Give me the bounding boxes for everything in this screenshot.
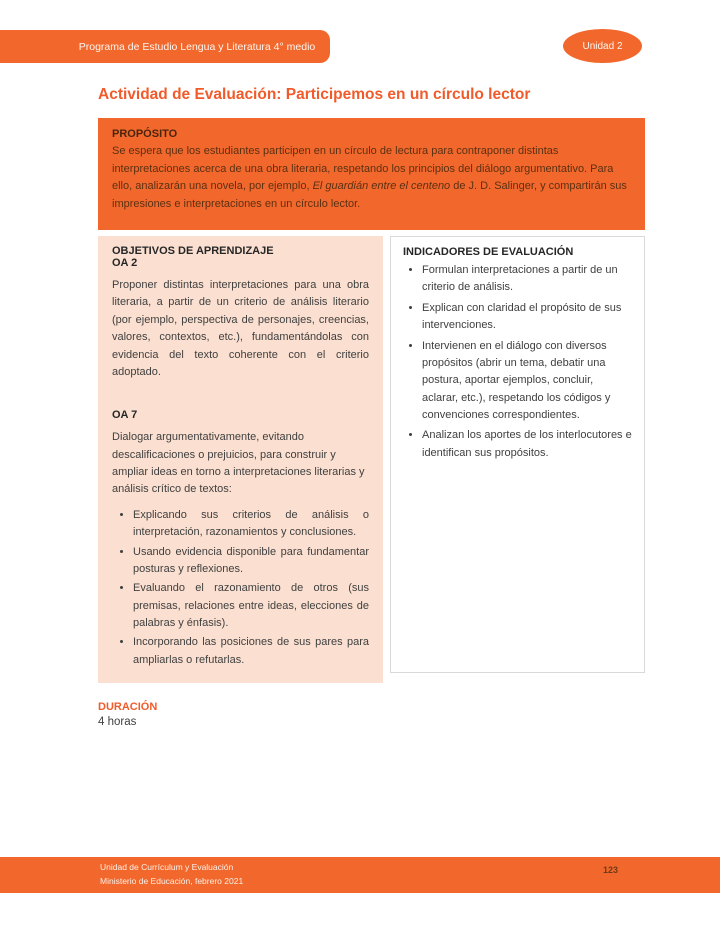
objectives-indicators-columns <box>98 236 645 683</box>
list-item: • Usando evidencia disponible para fundamentar posturas y reflexiones. <box>133 544 369 579</box>
list-item: • Analizan los aportes de los interlocutores e identifican sus propósitos. <box>422 427 632 462</box>
footer-line1: Unidad de Currículum y Evaluación <box>100 862 234 873</box>
list-item: • Incorporando las posiciones de sus pares para ampliarlas o refutarlas. <box>133 634 369 669</box>
indicadores-column <box>390 236 645 673</box>
list-item: • Formulan interpretaciones a partir de un criterio de análisis. <box>422 262 632 297</box>
duracion-heading: DURACIÓN <box>98 701 158 713</box>
proposito-heading: PROPÓSITO <box>112 128 178 140</box>
objetivos-heading: OBJETIVOS DE APRENDIZAJE <box>112 245 274 257</box>
oa2-label: OA 2 <box>112 257 138 269</box>
oa7-text: Dialogar argumentativamente, evitando descalificaciones o prejuicios, para construir y ampliar ideas en torno a interpretaciones literarias y análisis crítico de textos: <box>112 431 365 496</box>
header-program-band <box>0 30 330 63</box>
footer-line2: Ministerio de Educación, febrero 2021 <box>100 876 244 886</box>
proposito-body-part1: Se espera que los estudiantes participen en un círculo de lectura para contraponer distintas interpretaciones acerca de una obra literaria, respetando los principios del diálogo argumentativo. Para ello, analizarán una novela, por ejemplo, <box>112 145 614 193</box>
list-item: • Intervienen en el diálogo con diversos propósitos (abrir un tema, debatir una postura, aportar ejemplos, concluir, aclarar, etc.), respetando los códigos y convenciones correspondientes. <box>422 338 632 425</box>
duracion-section <box>98 701 157 728</box>
proposito-section <box>98 118 645 230</box>
unit-badge-label: Unidad 2 <box>582 40 623 52</box>
list-item: • Explican con claridad el propósito de sus intervenciones. <box>422 300 632 335</box>
indicadores-bullet-list <box>403 262 632 462</box>
proposito-body-part2: de J. D. Salinger, y compartirán sus impresiones e interpretaciones en un círculo lector. <box>112 180 627 210</box>
duracion-value: 4 horas <box>98 716 137 728</box>
page-number: 123 <box>602 865 618 875</box>
list-item: • Explicando sus criterios de análisis o interpretación, razonamientos y conclusiones. <box>133 507 369 542</box>
page-title: Actividad de Evaluación: Participemos en un círculo lector <box>98 86 531 103</box>
oa2-text: Proponer distintas interpretaciones para una obra literaria, a partir de un criterio de análisis literario (por ejemplo, perspectiva de personajes, creencias, valores, contextos, etc.), fundamentándolas con evidencia del texto coherente con el criterio adoptado. <box>112 279 369 378</box>
objetivos-column <box>98 236 383 683</box>
unit-badge <box>563 29 642 63</box>
proposito-book-title: El guardián entre el centeno <box>312 180 451 193</box>
footer-credits <box>0 861 243 888</box>
oa7-bullet-list <box>112 507 369 669</box>
footer-bar <box>0 857 720 893</box>
indicadores-heading: INDICADORES DE EVALUACIÓN <box>403 246 574 258</box>
proposito-body <box>112 143 631 213</box>
list-item: • Evaluando el razonamiento de otros (sus premisas, relaciones entre ideas, elecciones de palabras y énfasis). <box>133 580 369 632</box>
header-program-label: Programa de Estudio Lengua y Literatura 4° medio <box>78 40 316 53</box>
oa7-label: OA 7 <box>112 409 138 422</box>
